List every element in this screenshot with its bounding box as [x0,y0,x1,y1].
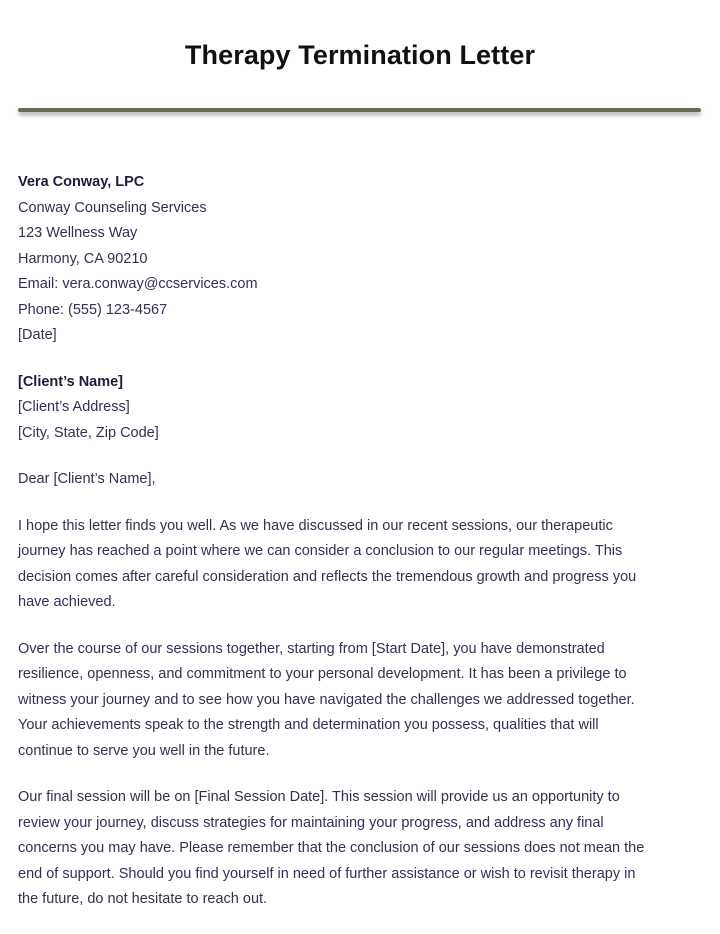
paragraph-line: continue to serve you well in the future. [18,742,270,759]
paragraph-line: I hope this letter finds you well. As we have discussed in our recent sessions, our therapeutic [18,517,613,534]
paragraph-line: Our final session will be on [Final Session Date]. This session will provide us an opportunity to [18,789,620,805]
recipient-block [18,370,702,447]
paragraph-line: have achieved. [18,594,116,610]
sender-phone: Phone: (555) 123-4567 [18,301,168,318]
letter-date: [Date] [18,327,57,343]
salutation: Dear [Client’s Name], [18,471,156,487]
recipient-address: [Client’s Address] [18,399,130,415]
recipient-city-state-zip: [City, State, Zip Code] [18,424,159,441]
paragraph-line: end of support. Should you find yourself in need of further assistance or wish to revisit therapy in [18,865,636,882]
sender-block [18,170,702,349]
recipient-name: [Client’s Name] [18,373,124,390]
document-title: Therapy Termination Letter [184,40,536,70]
sender-city-state-zip: Harmony, CA 90210 [18,250,148,267]
paragraph-line: decision comes after careful consideration and reflects the tremendous growth and progress you [18,568,637,585]
paragraph-line: concerns you may have. Please remember that the conclusion of our sessions does not mean the [18,840,645,856]
paragraph-line: resilience, openness, and commitment to your personal development. It has been a privilege to [18,666,627,682]
paragraph-line: Over the course of our sessions together, starting from [Start Date], you have demonstrated [18,640,605,657]
sender-street: 123 Wellness Way [18,225,138,241]
paragraph-line: journey has reached a point where we can consider a conclusion to our regular meetings. This [18,543,623,559]
paragraph-line: Your achievements speak to the strength and determination you possess, qualities that will [18,717,599,733]
letter-body [18,170,702,913]
paragraph-3 [18,785,702,913]
paragraph-1 [18,514,702,616]
paragraph-line: witness your journey and to see how you have navigated the challenges we addressed together. [18,691,635,708]
sender-organization: Conway Counseling Services [18,199,207,216]
paragraph-line: review your journey, discuss strategies for maintaining your progress, and address any final [18,814,604,831]
title-divider [18,108,701,112]
sender-email: Email: vera.conway@ccservices.com [18,276,258,292]
sender-name: Vera Conway, LPC [18,174,145,190]
paragraph-2 [18,637,702,765]
paragraph-line: the future, do not hesitate to reach out. [18,891,268,907]
